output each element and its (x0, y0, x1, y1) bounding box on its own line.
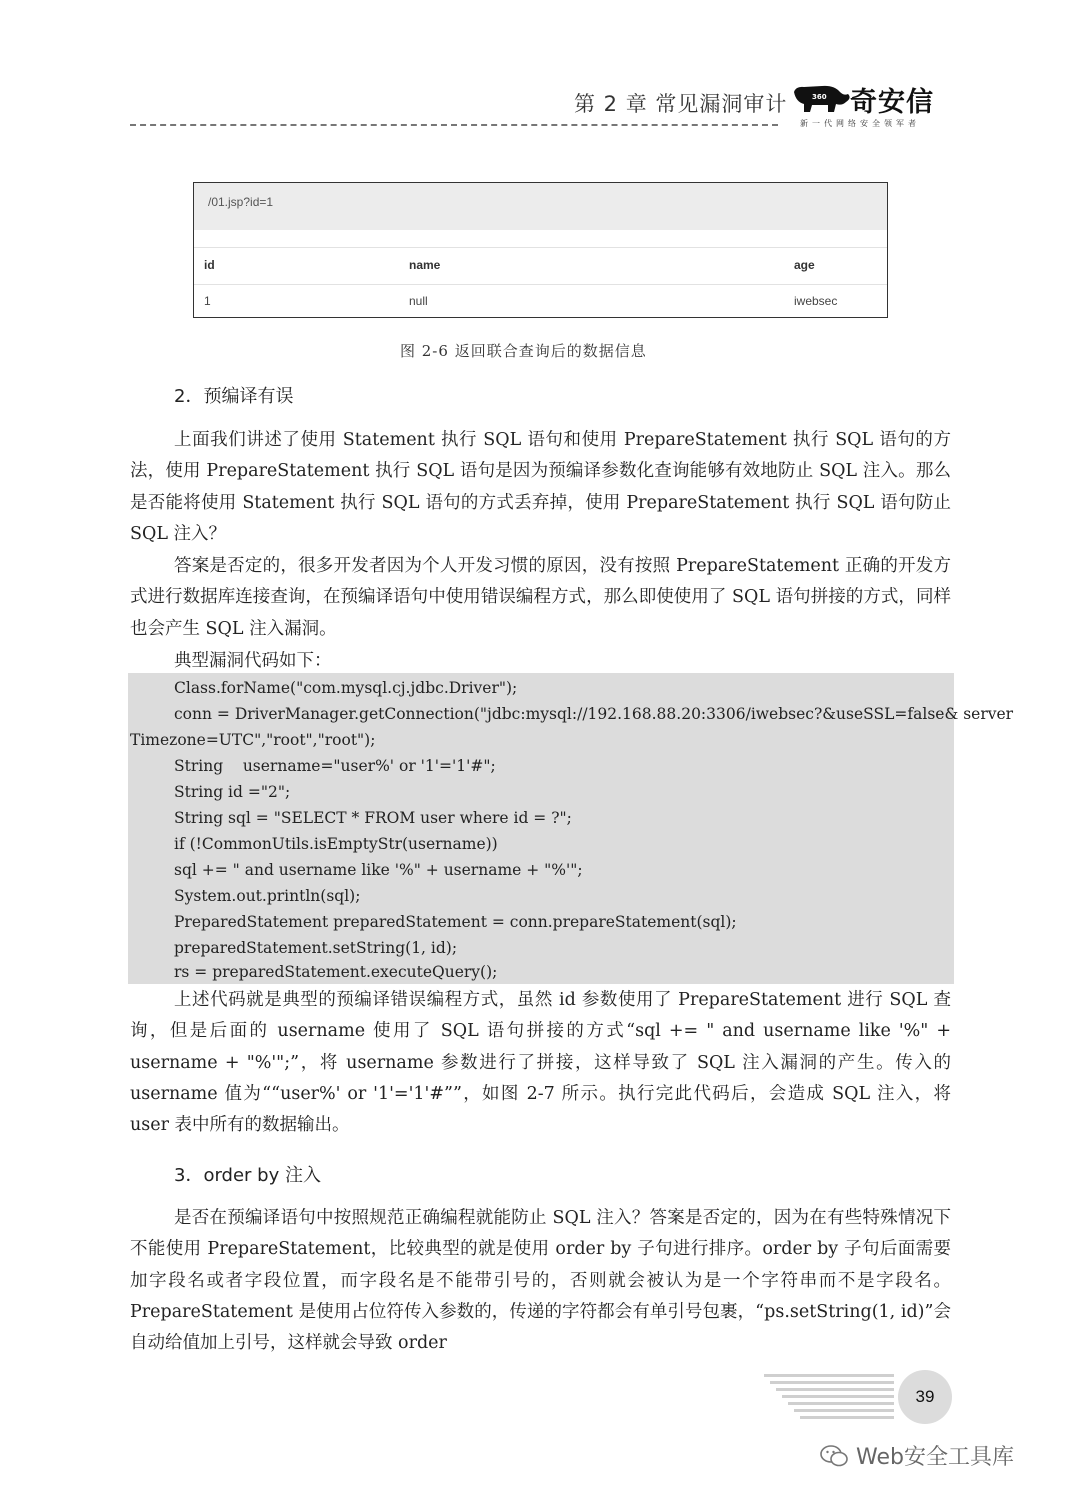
code-block (128, 673, 1014, 984)
table-header (194, 247, 887, 285)
section-heading: 2．预编译有误 (174, 386, 294, 407)
cell-name: null (409, 294, 428, 308)
code-line: String id ="2"; (174, 783, 291, 801)
section-heading: 3．order by 注入 (174, 1165, 321, 1186)
paragraph: 是否在预编译语句中按照规范正确编程就能防止 SQL 注入？答案是否定的，因为在有些特殊情况下不能使用 PrepareStatement，比较典型的就是使用 order by 子句进行排序。order by 子句后面需要加字段名或者字段位置，而字段名是不能带引号的，否则就会被认为是一个字符串而不是字段名。PrepareStatement 是使用占位符传入参数的，传递的字符都会有单引号包裹，“ps.setString(1, id)”会自动给值加上引号，这样就会导致 order (130, 1208, 951, 1354)
header-divider (130, 124, 778, 126)
wechat-icon (820, 1444, 848, 1468)
code-line: if (!CommonUtils.isEmptyStr(username)) (174, 835, 498, 853)
code-line: sql += " and username like '%" + username + "%'"; (174, 861, 583, 879)
code-line: Timezone=UTC","root","root"); (130, 731, 376, 749)
logo-slogan: 新一代网络安全领军者 (800, 119, 920, 128)
paragraph: 上述代码就是典型的预编译错误编程方式，虽然 id 参数使用了 PrepareStatement 进行 SQL 查询，但是后面的 username 使用了 SQL 语句拼接的方式“sql += " and username like '%" + username + "%'";”，将 username 参数进行了拼接，这样导致了 SQL 注入漏洞的产生。传入的 username 值为““user%' or '1'='1'#””，如图 2-7 所示。执行完此代码后，会造成 SQL 注入，将 user 表中所有的数据输出。 (130, 990, 951, 1136)
column-header-age: age (794, 258, 815, 272)
lion-logo-icon (792, 84, 852, 114)
logo-text: 奇安信 (850, 87, 934, 118)
code-line: PreparedStatement preparedStatement = conn.prepareStatement(sql); (174, 913, 737, 931)
url-bar: /01.jsp?id=1 (194, 183, 887, 230)
code-line: System.out.println(sql); (174, 887, 361, 905)
table-row (194, 284, 887, 316)
figure-caption: 图 2-6 返回联合查询后的数据信息 (400, 342, 647, 360)
code-line: preparedStatement.setString(1, id); (174, 939, 458, 957)
watermark-text: Web安全工具库 (856, 1445, 1014, 1470)
code-line: String sql = "SELECT * FROM user where id = ?"; (174, 809, 572, 827)
chapter-title: 第 2 章 常见漏洞审计 (574, 92, 788, 116)
page-number-stripes (764, 1372, 894, 1424)
code-intro: 典型漏洞代码如下： (174, 651, 332, 671)
column-header-id: id (204, 258, 215, 272)
paragraph: 上面我们讲述了使用 Statement 执行 SQL 语句和使用 PrepareStatement 执行 SQL 语句的方法，使用 PrepareStatement 执行 SQL 语句是因为预编译参数化查询能够有效地防止 SQL 注入。那么是否能将使用 Statement 执行 SQL 语句的方式丢弃掉，使用 PrepareStatement 执行 SQL 语句防止 SQL 注入？ (130, 430, 951, 544)
qianxin-logo (792, 80, 952, 134)
query-result-screenshot (193, 182, 888, 318)
cell-age: iwebsec (794, 294, 838, 308)
code-line: rs = preparedStatement.executeQuery(); (174, 963, 498, 981)
column-header-name: name (409, 258, 441, 272)
code-line: Class.forName("com.mysql.cj.jdbc.Driver"); (174, 679, 518, 697)
page-number: 39 (898, 1370, 952, 1424)
cell-id: 1 (204, 294, 211, 308)
wechat-watermark (820, 1440, 1014, 1471)
paragraph: 答案是否定的，很多开发者因为个人开发习惯的原因，没有按照 PrepareStatement 正确的开发方式进行数据库连接查询，在预编译语句中使用错误编程方式，那么即使使用了 SQL 语句拼接的方式，同样也会产生 SQL 注入漏洞。 (130, 556, 951, 639)
svg-text:360: 360 (812, 93, 827, 101)
code-line: String username="user%' or '1'='1'#"; (174, 757, 496, 775)
code-line: conn = DriverManager.getConnection("jdbc:mysql://192.168.88.20:3306/iwebsec?&useSSL=false& server (174, 705, 1014, 723)
